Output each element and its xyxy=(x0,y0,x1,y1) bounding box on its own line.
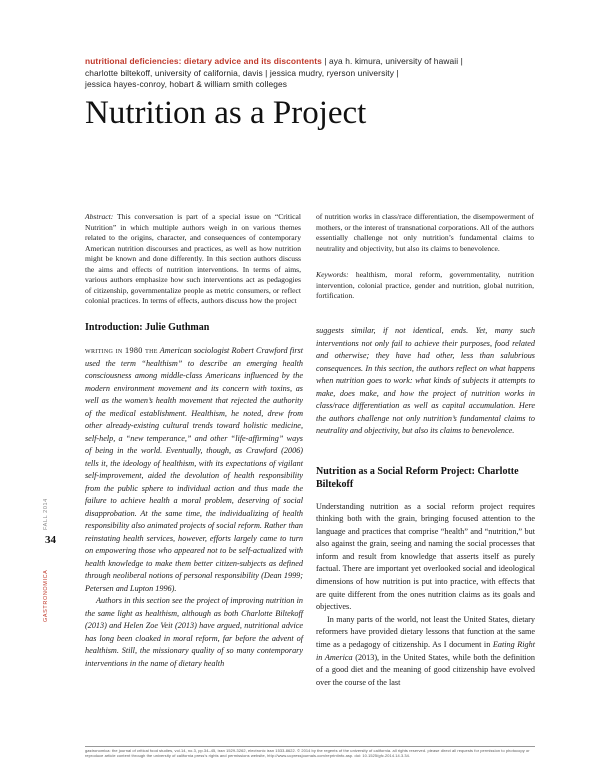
section-heading-social-reform: Nutrition as a Social Reform Project: Charlotte Biltekoff xyxy=(316,465,519,490)
keywords xyxy=(316,270,534,302)
issue-label: FALL 2014 xyxy=(43,498,49,530)
book-title: Eating Right in America xyxy=(316,640,535,662)
intro-paragraph-1 xyxy=(85,345,303,595)
p2-text-after: (2013), in the United States, while both the definition of a good diet and the meaning of good citizenship have evolved over the course of the last xyxy=(316,652,535,687)
intro-paragraph-2: Authors in this section see the project of improving nutrition in the same light as healthism, although as both Charlotte Biltekoff (2013) and Helen Zoe Veit (2013) have argued, nutritional advice has long been cloaked in moral reform, far before the advent of healthism. Still, the missionary quality of so many contemporary interventions in the name of dietary health xyxy=(85,596,303,668)
page-number: 34 xyxy=(45,534,56,546)
social-reform-paragraph-1: Understanding nutrition as a social reform project requires thinking both with the grain, bringing focused attention to the language and practices that comprise “health” and “nutrition,” but also against the grain, seeing and naming the social processes that inform and result from knowledge that asserts itself as purely factual. There are important yet overlooked social and ideological dimensions of how nutrition is put into practice, with effects that are quite different from the ones nutrition claims as its goals and objectives. xyxy=(316,501,535,612)
abstract-right xyxy=(316,212,534,302)
authors-line-1: | aya h. kimura, university of hawaii | xyxy=(321,56,463,66)
intro-paragraph-3: suggests similar, if not identical, ends. Yet, many such interventions not only fail to achieve their purposes, food related and otherwise; they have had other, less than salubrious consequences. In this section, the authors reflect on what happens when nutrition goes to work: what kinds of subjects it attempts to make, does make, and how the project of nutrition works in class/race differentiation as well as capital accumulation. Here the authors challenge not only nutrition’s fundamental claims to neutrality and objectivity, but also its claims to benevolence. xyxy=(316,326,535,435)
abstract-text-right: of nutrition works in class/race differentiation, the disempowerment of mothers, or the interest of transnational corporations. All of the authors essentially challenge not only nutrition’s fundamental claims to neutrality and objectivity, but also its claims to benevolence. xyxy=(316,212,534,253)
section-heading-introduction: Introduction: Julie Guthman xyxy=(85,322,210,333)
abstract-label: Abstract: xyxy=(85,212,114,221)
social-reform-paragraph-2 xyxy=(316,614,535,690)
abstract-left xyxy=(85,212,301,307)
abstract-text-left: This conversation is part of a special issue on “Critical Nutrition” in which multiple authors weigh in on various themes related to the origins, character, and consequences of contemporary American nutrition discourses and practices, as well as how nutrition might be known and done differently. In this section authors discuss the aims and effects of nutrition interventions. In terms of aims, various authors emphasize how such interventions act as pedagogies of citizenship, governmentalize people as metric consumers, or reflect colonial practices. In terms of effects, authors discuss how the project xyxy=(85,212,301,305)
article-header xyxy=(85,56,565,91)
column-left xyxy=(85,321,303,670)
keywords-label: Keywords: xyxy=(316,270,349,279)
footer-divider xyxy=(85,746,535,747)
lead-smallcaps: writing in 1980 the xyxy=(85,346,158,355)
column-right xyxy=(316,321,535,689)
series-title: nutritional deficiencies: dietary advice and its discontents xyxy=(85,56,322,66)
footer-citation: gastronomica: the journal of critical food studies, vol.14, no.3, pp.34–45, issn 1529-3262, electronic issn 1533-8622. © 2014 by the regents of the university of california. all rights reserved. please direct all requests for permission to photocopy or reproduce article content through the university of california press’s rights and permissions website, http://www.ucpressjournals.com/reprintinfo.asp. doi: 10.1525/gfc.2014.14.3.34. xyxy=(85,748,530,759)
p2-text-before: In many parts of the world, not least the United States, dietary reformers have provided dietary lessons that function at the same time as a pedagogy of citizenship. As I document in xyxy=(316,614,535,650)
article-title: Nutrition as a Project xyxy=(85,95,367,131)
keywords-text: healthism, moral reform, governmentality, nutrition intervention, colonial practice, gender and nutrition, global nutrition, fortification. xyxy=(316,270,534,300)
authors-line-2: charlotte biltekoff, university of california, davis | jessica mudry, ryerson university | xyxy=(85,67,399,78)
intro-paragraph-1-text: American sociologist Robert Crawford first used the term “healthism” to describe an emerging health consciousness among middle-class Americans influenced by the modern environment movement and its concern with toxins, as well as the women’s health movement that rejected the authority of the medical establishment. Healthism, he noted, drew from other already-existing cultural trends toward holistic medicine, self-help, a “new temperance,” and other “life-affirming” ways of being in the world. Eventually, though, as Crawford (2006) tells it, the ideology of healthism, with its expectations of vigilant self-improvement, aided the devolution of health responsibility from the public sphere to individual action and thus made the failure to achieve health a moral problem, deserving of social disapprobation. At the same time, the individualizing of health responsibility also animated projects of social reform. Rather than reinstating health services, however, efforts largely came to turn on empowering those who appeared not to be self-actualized with health knowledge to make them better citizen-subjects as defined through neoliberal notions of personal responsibility (Dean 1999; Petersen and Lupton 1996). xyxy=(85,346,303,593)
authors-line-3: jessica hayes-conroy, hobart & william smith colleges xyxy=(85,79,288,90)
journal-label: GASTRONOMICA xyxy=(43,569,49,622)
